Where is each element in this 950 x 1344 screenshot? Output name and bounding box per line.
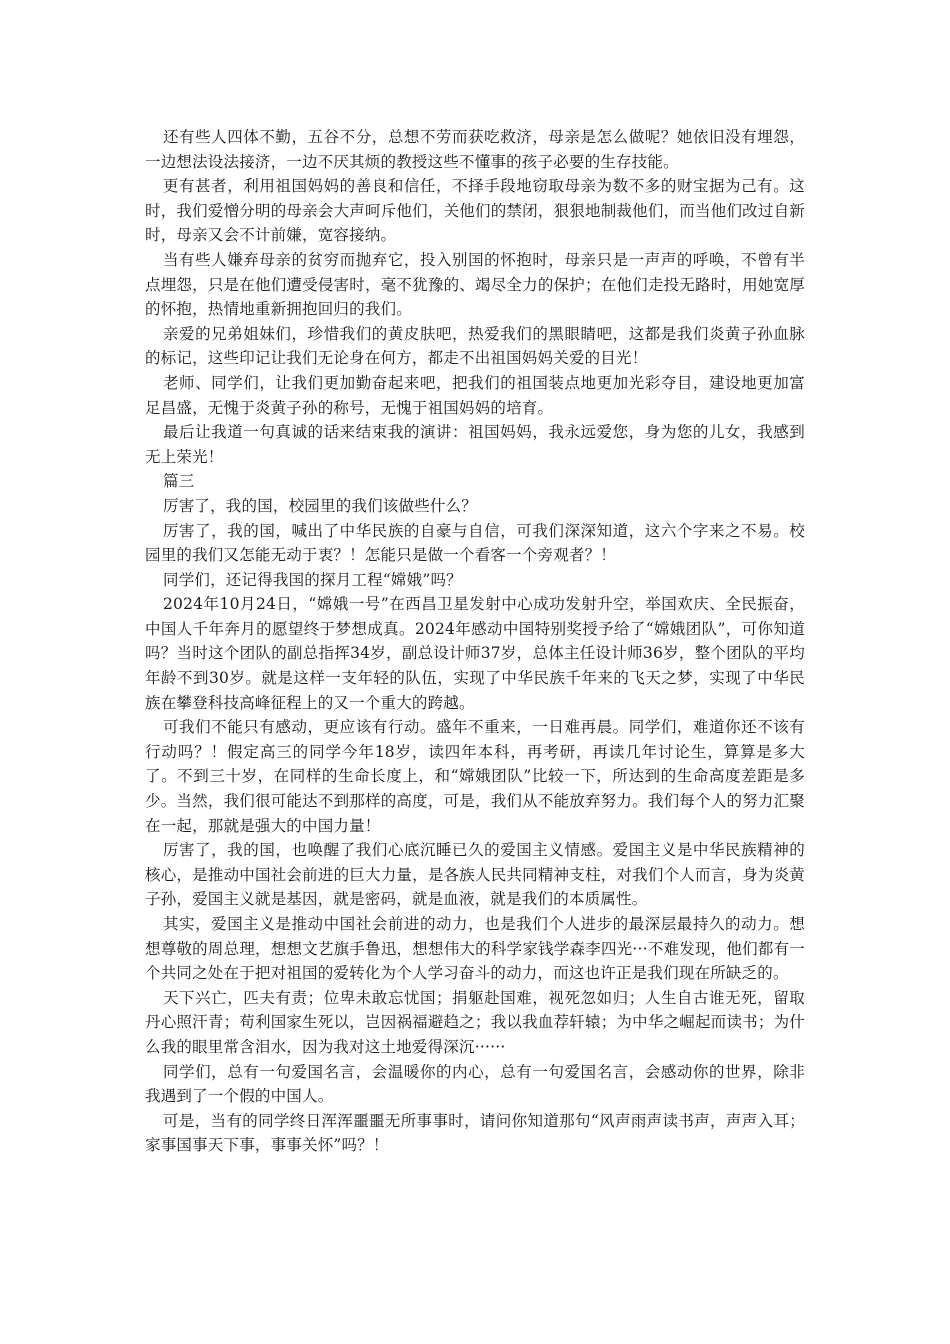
paragraph: 厉害了，我的国，也唤醒了我们心底沉睡已久的爱国主义情感。爱国主义是中华民族精神的核心，是推动中国社会前进的巨大力量，是各族人民共同精神支柱，对我们个人而言，身为炎黄子孙，爱国主义就是基因，就是密码，就是血液，就是我们的本质属性。 [145,841,805,909]
paragraph: 同学们，总有一句爱国名言，会温暖你的内心，总有一句爱国名言，会感动你的世界，除非我遇到了一个假的中国人。 [145,1062,805,1106]
paragraph: 最后让我道一句真诚的话来结束我的演讲：祖国妈妈，我永远爱您，身为您的儿女，我感到无上荣光！ [145,423,805,466]
paragraph: 可我们不能只有感动，更应该有行动。盛年不重来，一日难再晨。同学们，难道你还不该有行动吗？！假定高三的同学今年18岁，读四年本科，再考研，再读几年讨论生，算算是多大了。不到三十岁，在同样的生命长度上，和“嫦娥团队”比较一下，所达到的生命高度差距是多少。当然，我们很可能达不到那样的高度，可是，我们从不能放弃努力。我们每个人的努力汇聚在一起，那就是强大的中国力量！ [145,718,805,835]
paragraph: 同学们，还记得我国的探月工程“嫦娥”吗？ [163,570,462,589]
paragraph: 当有些人嫌弃母亲的贫穷而抛弃它，投入别国的怀抱时，母亲只是一声声的呼唤，不曾有半点埋怨，只是在他们遭受侵害时，毫不犹豫的、竭尽全力的保护；在他们走投无路时，用她宽厚的怀抱，热情地重新拥抱回归的我们。 [145,250,805,319]
paragraph: 更有甚者，利用祖国妈妈的善良和信任，不择手段地窃取母亲为数不多的财宝据为己有。这时，我们爱憎分明的母亲会大声呵斥他们，关他们的禁闭，狠狠地制裁他们，而当他们改过自新时，母亲又会不计前嫌，宽容接纳。 [145,177,805,245]
section-heading: 篇三 [163,472,195,491]
paragraph: 厉害了，我的国，校园里的我们该做些什么？ [163,496,478,515]
paragraph: 亲爱的兄弟姐妹们，珍惜我们的黄皮肤吧，热爱我们的黑眼睛吧，这都是我们炎黄子孙血脉的标记，这些印记让我们无论身在何方，都走不出祖国妈妈关爱的目光！ [145,324,805,368]
paragraph: 厉害了，我的国，喊出了中华民族的自豪与自信，可我们深深知道，这六个字来之不易。校园里的我们又怎能无动于衷？！怎能只是做一个看客一个旁观者？！ [145,521,805,565]
document-body [145,125,805,1158]
paragraph: 其实，爱国主义是推动中国社会前进的动力，也是我们个人进步的最深层最持久的动力。想想尊敬的周总理，想想文艺旗手鲁迅，想想伟大的科学家钱学森李四光···不难发现，他们都有一个共同之处在于把对祖国的爱转化为个人学习奋斗的动力，而这也许正是我们现在所缺乏的。 [145,915,805,983]
paragraph: 老师、同学们，让我们更加勤奋起来吧，把我们的祖国装点地更加光彩夺目，建设地更加富足昌盛，无愧于炎黄子孙的称号，无愧于祖国妈妈的培育。 [145,373,805,417]
paragraph: 天下兴亡，匹夫有责；位卑未敢忘忧国；捐躯赴国难，视死忽如归；人生自古谁无死，留取丹心照汗青；苟利国家生死以，岂因祸福避趋之；我以我血荐轩辕；为中华之崛起而读书；为什么我的眼里常含泪水，因为我对这土地爱得深沉······ [145,988,805,1056]
paragraph: 可是，当有的同学终日浑浑噩噩无所事事时，请问你知道那句“风声雨声读书声，声声入耳；家事国事天下事，事事关怀”吗？！ [145,1111,805,1155]
paragraph: 还有些人四体不勤，五谷不分，总想不劳而获吃救济，母亲是怎么做呢？她依旧没有埋怨，一边想法设法接济，一边不厌其烦的教授这些不懂事的孩子必要的生存技能。 [145,128,805,171]
paragraph: 2024年10月24日，“嫦娥一号”在西昌卫星发射中心成功发射升空，举国欢庆、全民振奋，中国人千年奔月的愿望终于梦想成真。2024年感动中国特别奖授予给了“嫦娥团队”，可你知道吗？当时这个团队的副总指挥34岁，副总设计师37岁，总体主任设计师36岁，整个团队的平均年龄不到30岁。就是这样一支年轻的队伍，实现了中华民族千年来的飞天之梦，实现了中华民族在攀登科技高峰征程上的又一个重大的跨越。 [145,595,805,712]
